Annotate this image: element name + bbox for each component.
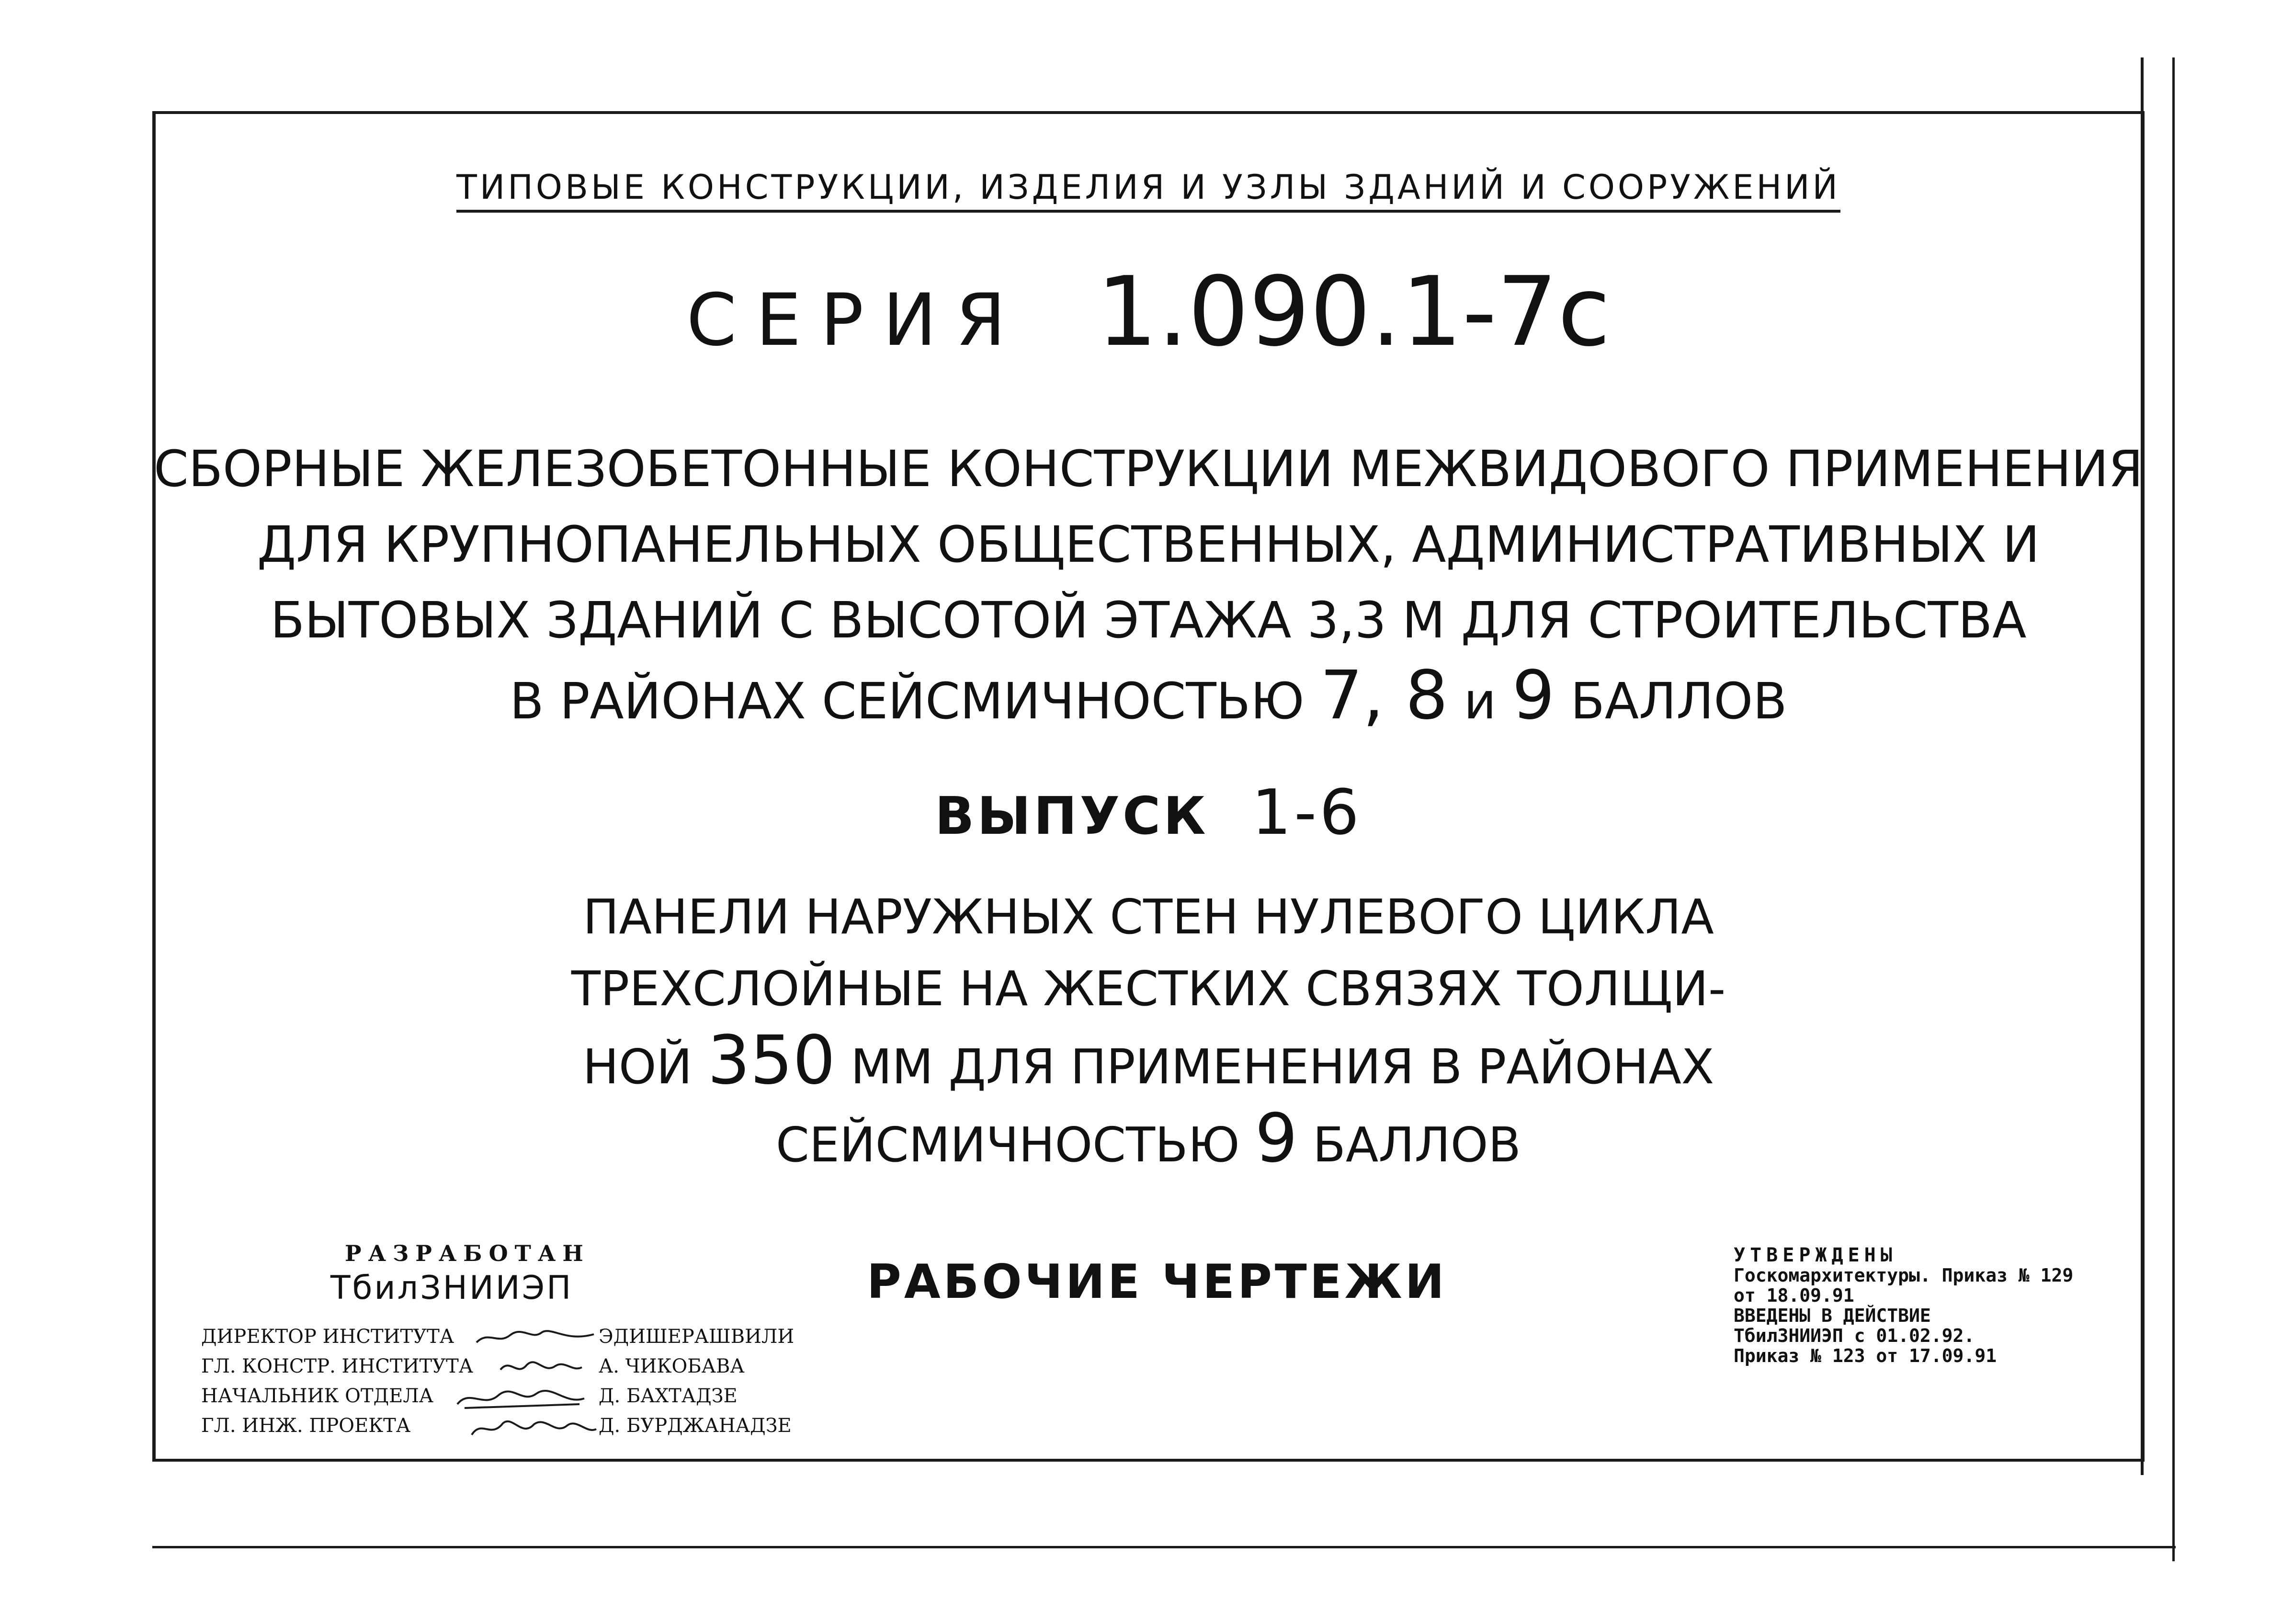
description-line-4-unit: БАЛЛОВ [1313,1117,1521,1173]
title-line-4-unit: БАЛЛОВ [1570,672,1787,730]
description-line-2: ТРЕХСЛОЙНЫЕ НА ЖЕСТКИХ СВЯЗЯХ ТОЛЩИ- [571,961,1726,1017]
signature-image [474,1326,599,1350]
staff-row [201,1411,800,1441]
working-drawings-label: РАБОЧИЕ ЧЕРТЕЖИ [867,1255,1447,1309]
title-line-2: ДЛЯ КРУПНОПАНЕЛЬНЫХ ОБЩЕСТВЕННЫХ, АДМИНИСТРАТИВНЫХ И [257,515,2040,574]
description-score: 9 [1255,1100,1298,1178]
description-line-1: ПАНЕЛИ НАРУЖНЫХ СТЕН НУЛЕВОГО ЦИКЛА [583,889,1714,945]
description-line-3 [152,1022,2145,1103]
series-designation [152,256,2145,368]
developer-label: РАЗРАБОТАН [345,1240,590,1266]
signature-image [455,1385,589,1412]
approval-heading: УТВЕРЖДЕНЫ [1734,1244,1897,1266]
staff-role: НАЧАЛЬНИК ОТДЕЛА [201,1385,434,1407]
staff-list [201,1322,800,1441]
signature-image [469,1415,599,1442]
series-number: 1.090.1-7с [1096,256,1611,368]
heading-text: ТИПОВЫЕ КОНСТРУКЦИИ, ИЗДЕЛИЯ И УЗЛЫ ЗДАНИЙ И СООРУЖЕНИЙ [456,168,1840,213]
title-line-4 [152,658,2145,739]
title-line-3: БЫТОВЫХ ЗДАНИЙ С ВЫСОТОЙ ЭТАЖА 3,3 М ДЛЯ СТРОИТЕЛЬСТВА [270,591,2027,649]
staff-name: Д. БАХТАДЗЕ [599,1385,738,1407]
title-line-4-part-a: В РАЙОНАХ СЕЙСМИЧНОСТЬЮ [510,672,1305,730]
staff-role: ГЛ. ИНЖ. ПРОЕКТА [201,1415,411,1437]
approval-block [1734,1245,2145,1366]
staff-row [201,1381,800,1411]
issue-designation [152,776,2145,849]
staff-name: А. ЧИКОБАВА [599,1355,745,1377]
description-line-3-part-a: НОЙ [582,1039,692,1095]
developer-organization: ТбилЗНИИЭП [330,1269,573,1307]
description-line-3-part-c: ММ ДЛЯ ПРИМЕНЕНИЯ В РАЙОНАХ [851,1039,1714,1095]
trim-line-bottom [152,1546,2176,1548]
description-thickness: 350 [707,1022,836,1100]
approval-line: Госкомархитектуры. Приказ № 129 [1734,1265,2074,1286]
approval-line: ВВЕДЕНЫ В ДЕЙСТВИЕ [1734,1305,1931,1326]
approval-line: Приказ № 123 от 17.09.91 [1734,1345,1997,1366]
approval-line: ТбилЗНИИЭП с 01.02.92. [1734,1325,1975,1346]
series-category-heading [152,168,2145,207]
issue-description [152,881,2145,1181]
description-line-4-part-a: СЕЙСМИЧНОСТЬЮ [775,1117,1240,1173]
series-label: СЕРИЯ [686,279,1025,362]
staff-name: Д. БУРДЖАНАДЗЕ [599,1415,792,1437]
signature-image [498,1355,584,1379]
binding-line-inner [2172,57,2175,1561]
staff-role: ДИРЕКТОР ИНСТИТУТА [201,1326,454,1348]
approval-line: от 18.09.91 [1734,1285,1854,1306]
staff-name: ЭДИШЕРАШВИЛИ [599,1326,795,1348]
staff-row [201,1351,800,1381]
title-line-1: СБОРНЫЕ ЖЕЛЕЗОБЕТОННЫЕ КОНСТРУКЦИИ МЕЖВИДОВОГО ПРИМЕНЕНИЯ [154,440,2143,498]
title-line-4-score-9: 9 [1512,657,1555,735]
staff-row [201,1322,800,1351]
issue-label: ВЫПУСК [935,786,1209,846]
document-title [152,431,2145,739]
issue-number: 1-6 [1251,776,1362,849]
title-line-4-scores: 7, 8 [1320,657,1448,735]
staff-role: ГЛ. КОНСТР. ИНСТИТУТА [201,1355,474,1377]
description-line-4 [152,1100,2145,1181]
title-line-4-and: и [1464,672,1497,730]
